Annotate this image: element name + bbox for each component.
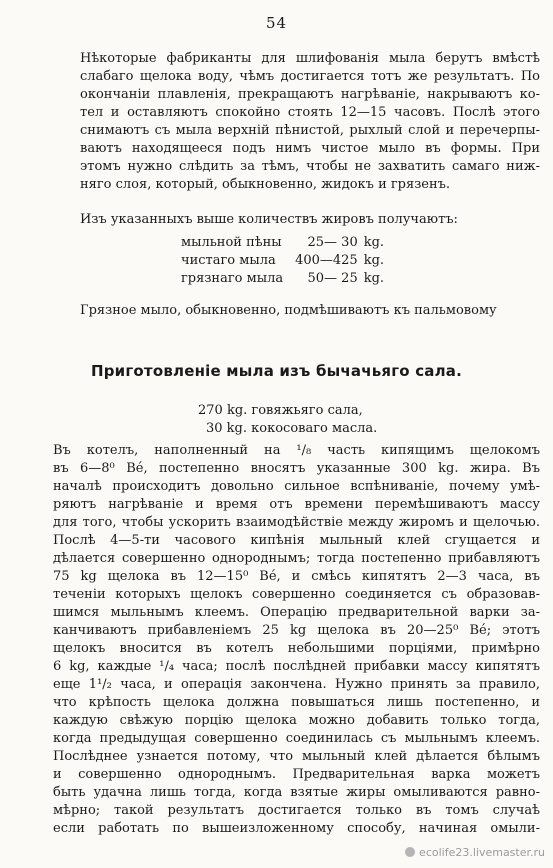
yield-name: грязнаго мыла: [181, 271, 284, 286]
yield-unit: kg.: [363, 253, 385, 268]
text-line: Нѣкоторые фабриканты для шлифованія мыла берутъ вмѣстѣ: [80, 51, 540, 66]
text-line: Изъ указанныхъ выше количествъ жировъ получаютъ:: [80, 212, 458, 227]
text-line: теченіи которыхъ щелокъ совершенно соединяется съ образовав-: [53, 587, 540, 602]
text-line: няго слоя, который, обыкновенно, жидокъ и грязенъ.: [80, 177, 451, 192]
text-line: что крѣпость щелока должна повышаться лишь постепенно, и: [53, 695, 540, 710]
text-line: тел и оставляютъ спокойно стоять 12—15 часовъ. Послѣ этого: [80, 105, 540, 120]
recipe-ingredients: [198, 402, 377, 438]
ingredient-line: 30 kg. кокосоваго масла.: [206, 421, 378, 436]
watermark-text: ecolife23.livemaster.ru: [419, 846, 545, 859]
text-line: Послѣ 4—5-ти часового кипѣнія мыльный клей сгущается и: [53, 533, 540, 548]
text-line: еще 1¹/₂ часа, и операція закончена. Нужно принять за правило,: [53, 677, 540, 692]
text-line: 75 kg щелока въ 12—15⁰ Bé, и смѣсь кипятятъ 2—3 часа, въ: [53, 569, 540, 584]
yield-name: чистаго мыла: [181, 253, 276, 268]
text-line: слабаго щелока воду, чѣмъ достигается тотъ же результатъ. По: [80, 69, 540, 84]
text-line: когда предыдущая совершенно соединилась съ мыльнымъ клеемъ.: [53, 731, 540, 746]
text-line: если работать по вышеизложенному способу, начиная омыли-: [53, 821, 540, 836]
text-line: мѣрно; такой результатъ достигается только въ томъ случаѣ: [53, 803, 540, 818]
yield-name: мыльной пѣны: [181, 235, 282, 250]
yield-range: 400—425: [295, 253, 358, 268]
text-line: въ 6—8⁰ Bé, постепенно вносятъ указанные 300 kg. жира. Въ: [53, 461, 540, 476]
text-line: шимся мыльнымъ клеемъ. Операцію предварительной варки за-: [53, 605, 540, 620]
paragraph-dirty-soap: [80, 302, 540, 320]
yield-row: [181, 234, 384, 252]
watermark-logo-icon: [405, 847, 415, 857]
text-line: снимаютъ съ мыла верхній пѣнистой, рыхлый слой и перечерпы-: [80, 123, 540, 138]
yield-unit: kg.: [363, 271, 385, 286]
yield-row: [181, 252, 384, 270]
text-line: началѣ происходитъ довольно сильное вспѣниваніе, почему умѣ-: [53, 479, 540, 494]
text-line: 6 kg, каждые ¹/₄ часа; послѣ послѣдней прибавки массу кипятятъ: [53, 659, 540, 674]
paragraph-yield-intro: [80, 211, 540, 229]
text-line: быть удачна лишь тогда, когда взятые жиры омыливаются равно-: [53, 785, 540, 800]
text-line: этомъ нужно слѣдить за тѣмъ, чтобы не захватить самаго ниж-: [80, 159, 540, 174]
yield-range: 50— 25: [307, 271, 358, 286]
text-line: канчиваютъ прибавленіемъ 25 kg щелока въ 20—25⁰ Bé; этотъ: [53, 623, 540, 638]
text-line: и совершенно однороднымъ. Предварительная варка можетъ: [53, 767, 540, 782]
watermark: [405, 846, 545, 859]
yield-row: [181, 270, 384, 288]
paragraph-procedure: [53, 442, 540, 838]
text-line: дѣлается совершенно однороднымъ; тогда постепенно прибавляютъ: [53, 551, 540, 566]
ingredient-line: 270 kg. говяжьяго сала,: [198, 403, 363, 418]
page-number: 54: [265, 14, 288, 32]
yield-range: 25— 30: [307, 235, 358, 250]
paragraph-refining: [80, 50, 540, 194]
yield-unit: kg.: [363, 235, 385, 250]
yield-table: [181, 234, 384, 288]
text-line: каждую свѣжую порцію щелока можно добавить только тогда,: [53, 713, 540, 728]
text-line: Въ котелъ, наполненный на ¹/₈ часть кипящимъ щелокомъ: [53, 443, 540, 458]
text-line: щелокъ вносится въ котелъ небольшими порціями, примѣрно: [53, 641, 540, 656]
text-line: Послѣднее узнается потому, что мыльный клей дѣлается бѣлымъ: [53, 749, 540, 764]
text-line: окончаніи плавленія, прекращаютъ нагрѣваніе, накрываютъ ко-: [80, 87, 540, 102]
section-heading: Приготовленіе мыла изъ бычачьяго сала.: [90, 362, 463, 380]
text-line: для того, чтобы ускорить взаимодѣйствіе между жиромъ и щелочью.: [53, 515, 540, 530]
text-line: ваютъ находящееся подъ нимъ чистое мыло въ формы. При: [80, 141, 540, 156]
text-line: Грязное мыло, обыкновенно, подмѣшиваютъ къ пальмовому: [80, 303, 497, 318]
text-line: ряютъ нагрѣваніе и время отъ времени перемѣшиваютъ массу: [53, 497, 540, 512]
